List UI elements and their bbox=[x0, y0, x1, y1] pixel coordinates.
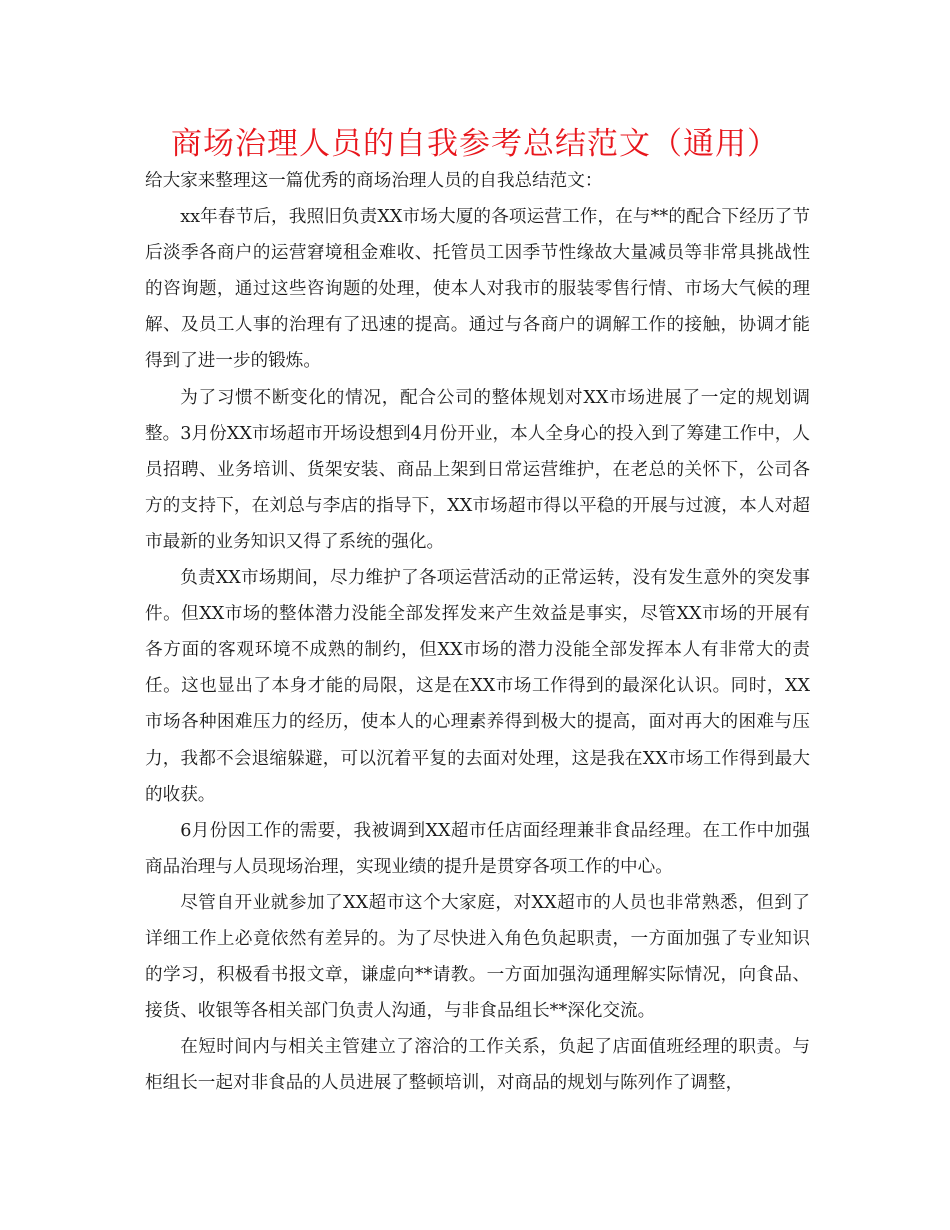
body-paragraph-5: 尽管自开业就参加了XX超市这个大家庭，对XX超市的人员也非常熟悉，但到了详细工作上必竟依然有差异的。为了尽快进入角色负起职责，一方面加强了专业知识的学习，积极看书报文章，谦虚向**请教。一方面加强沟通理解实际情况，向食品、接货、收银等各相关部门负责人沟通，与非食品组长**深化交流。 bbox=[145, 892, 810, 1022]
document-body bbox=[145, 163, 810, 1101]
document-title: 商场治理人员的自我参考总结范文（通用） bbox=[171, 126, 779, 162]
body-paragraph-4: 6月份因工作的需要，我被调到XX超市任店面经理兼非食品经理。在工作中加强商品治理与人员现场治理，实现业绩的提升是贯穿各项工作的中心。 bbox=[145, 820, 810, 877]
body-paragraph-6: 在短时间内与相关主管建立了溶洽的工作关系，负起了店面值班经理的职责。与柜组长一起对非食品的人员进展了整顿培训，对商品的规划与陈列作了调整， bbox=[145, 1037, 810, 1094]
body-paragraph-3: 负责XX市场期间，尽力维护了各项运营活动的正常运转，没有发生意外的突发事件。但XX市场的整体潜力没能全部发挥发来产生效益是事实，尽管XX市场的开展有各方面的客观环境不成熟的制约，但XX市场的潜力没能全部发挥本人有非常大的责任。这也显出了本身才能的局限，这是在XX市场工作得到的最深化认识。同时，XX市场各种困难压力的经历，使本人的心理素养得到极大的提高，面对再大的困难与压力，我都不会退缩躲避，可以沉着平复的去面对处理，这是我在XX市场工作得到最大的收获。 bbox=[145, 568, 810, 805]
body-paragraph-1: xx年春节后，我照旧负责XX市场大厦的各项运营工作，在与**的配合下经历了节后淡季各商户的运营窘境租金难收、托管员工因季节性缘故大量减员等非常具挑战性的咨询题，通过这些咨询题的处理，使本人对我市的服装零售行情、市场大气候的理解、及员工人事的治理有了迅速的提高。通过与各商户的调解工作的接触，协调才能得到了进一步的锻炼。 bbox=[145, 207, 810, 372]
body-paragraph-2: 为了习惯不断变化的情况，配合公司的整体规划对XX市场进展了一定的规划调整。3月份XX市场超市开场设想到4月份开业，本人全身心的投入到了筹建工作中，人员招聘、业务培训、货架安装、商品上架到日常运营维护，在老总的关怀下，公司各方的支持下，在刘总与李店的指导下，XX市场超市得以平稳的开展与过渡，本人对超市最新的业务知识又得了系统的强化。 bbox=[145, 387, 810, 552]
intro-paragraph: 给大家来整理这一篇优秀的商场治理人员的自我总结范文： bbox=[145, 171, 603, 191]
